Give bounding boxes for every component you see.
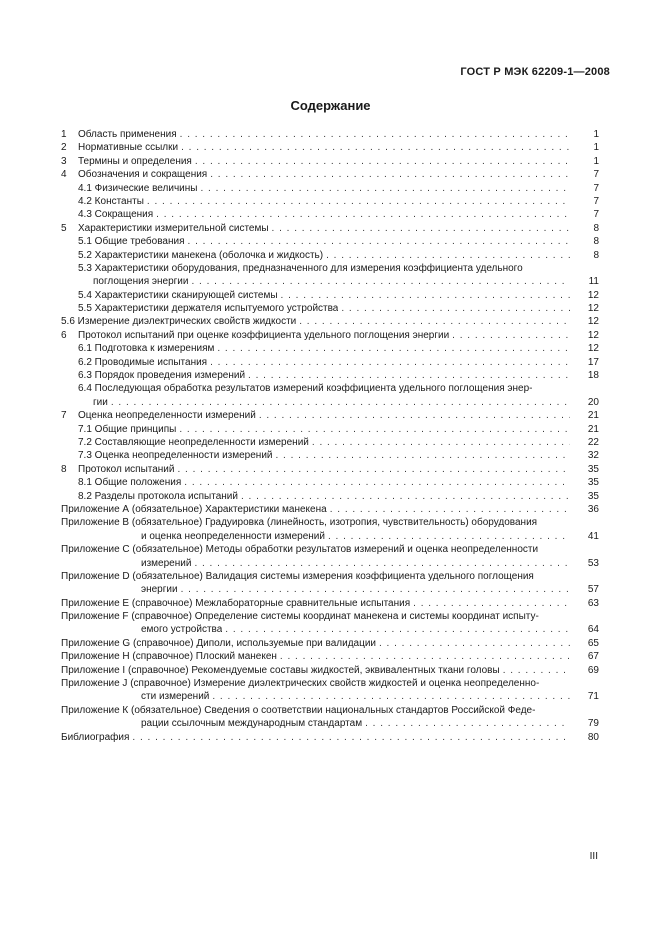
toc-entry-page: 18 <box>587 370 599 382</box>
toc-entry[interactable] <box>61 222 599 235</box>
toc-entry[interactable] <box>61 677 599 704</box>
dot-leader <box>132 731 570 744</box>
toc-entry[interactable] <box>61 637 599 650</box>
toc-entry-page: 7 <box>593 195 599 207</box>
toc-entry-title: Приложение Е (справочное) Межлабораторные сравнительные испытания <box>61 597 411 609</box>
toc-entry-title: 4.3 Сокращения <box>78 209 154 221</box>
toc-entry[interactable] <box>61 516 599 543</box>
dot-leader <box>212 690 570 703</box>
toc-entry-page: 67 <box>587 651 599 663</box>
dot-leader <box>503 664 570 677</box>
toc-entry[interactable] <box>61 503 599 516</box>
dot-leader <box>379 637 570 650</box>
toc-entry-title: 8.2 Разделы протокола испытаний <box>78 490 238 502</box>
dot-leader <box>177 463 570 476</box>
toc-entry-continuation: измерений <box>141 557 192 569</box>
toc-entry-title: 5.3 Характеристики оборудования, предназначенного для измерения коэффициента удельного <box>78 262 523 274</box>
dot-leader <box>281 289 570 302</box>
toc-entry-page: 64 <box>587 624 599 636</box>
toc-entry-title: Характеристики измерительной системы <box>78 222 269 234</box>
dot-leader <box>179 423 570 436</box>
dot-leader <box>328 530 570 543</box>
toc-entry-page: 7 <box>593 182 599 194</box>
toc-entry-title: Приложение А (обязательное) Характеристики манекена <box>61 503 327 515</box>
toc-entry-title: Приложение D (обязательное) Валидация системы измерения коэффициента удельного поглощения <box>61 570 534 582</box>
page-title: Содержание <box>290 98 371 113</box>
toc-entry-title: Протокол испытаний <box>78 463 175 475</box>
toc-entry-number: 7 <box>61 410 67 422</box>
dot-leader <box>111 396 570 409</box>
toc-entry-title: Приложение Н (справочное) Плоский манекен <box>61 651 277 663</box>
toc-entry-page: 80 <box>587 731 599 743</box>
toc-entry-page: 79 <box>587 718 599 730</box>
toc-entry[interactable] <box>61 208 599 221</box>
toc-entry-title: 5.2 Характеристики манекена (оболочка и жидкость) <box>78 249 324 261</box>
toc-entry-title: Приложение J (справочное) Измерение диэлектрических свойств жидкостей и оценка неопределенно- <box>61 678 540 690</box>
toc-entry-page: 35 <box>587 477 599 489</box>
toc-entry-page: 20 <box>587 396 599 408</box>
dot-leader <box>188 235 570 248</box>
toc-entry[interactable] <box>61 342 599 355</box>
toc-entry[interactable] <box>61 235 599 248</box>
toc-entry-continuation: поглощения энергии <box>93 276 189 288</box>
toc-entry[interactable] <box>61 128 599 141</box>
toc-entry[interactable] <box>61 382 599 409</box>
toc-entry[interactable] <box>61 356 599 369</box>
toc-entry[interactable] <box>61 369 599 382</box>
dot-leader <box>272 222 570 235</box>
toc-entry-title: 7.1 Общие принципы <box>78 423 177 435</box>
toc-entry[interactable] <box>61 409 599 422</box>
toc-entry-page: 69 <box>587 664 599 676</box>
toc-entry-page: 12 <box>587 343 599 355</box>
toc-entry[interactable] <box>61 436 599 449</box>
toc-entry-continuation: сти измерений <box>141 691 210 703</box>
toc-entry-page: 12 <box>587 329 599 341</box>
toc-entry-continuation: энергии <box>141 584 178 596</box>
toc-entry-page: 41 <box>587 530 599 542</box>
toc-entry-page: 57 <box>587 584 599 596</box>
dot-leader <box>413 597 570 610</box>
dot-leader <box>248 369 570 382</box>
dot-leader <box>181 141 570 154</box>
toc-entry[interactable] <box>61 168 599 181</box>
toc-entry-title: 8.1 Общие положения <box>78 477 182 489</box>
toc-entry-title: Область применения <box>78 129 177 140</box>
toc-entry-page: 12 <box>587 289 599 301</box>
dot-leader <box>194 557 570 570</box>
toc-entry[interactable] <box>61 597 599 610</box>
toc-entry-page: 36 <box>587 503 599 515</box>
toc-entry-page: 63 <box>587 597 599 609</box>
toc-entry-title: Библиография <box>61 731 130 743</box>
toc-entry-title: Приложение С (обязательное) Методы обработки результатов измерений и оценка неопределенности <box>61 544 539 556</box>
toc-entry-title: Термины и определения <box>78 155 192 167</box>
toc-entry[interactable] <box>61 650 599 663</box>
dot-leader <box>147 195 570 208</box>
toc-entry-title: Приложение В (обязательное) Градуировка (линейность, изотропия, чувствительность) оборудования <box>61 517 538 529</box>
toc-entry[interactable] <box>61 543 599 570</box>
page-number: III <box>589 851 598 862</box>
toc-entry-page: 35 <box>587 490 599 502</box>
toc-entry-title: Обозначения и сокращения <box>78 169 208 181</box>
dot-leader <box>156 208 570 221</box>
toc-entry[interactable] <box>61 289 599 302</box>
toc-entry-page: 71 <box>587 691 599 703</box>
toc-entry-page: 53 <box>587 557 599 569</box>
toc-entry-page: 8 <box>593 249 599 261</box>
toc-entry[interactable] <box>61 249 599 262</box>
dot-leader <box>299 315 570 328</box>
toc-entry-continuation: гии <box>93 396 108 408</box>
toc-entry-page: 65 <box>587 637 599 649</box>
toc-entry-title: 6.2 Проводимые испытания <box>78 356 208 368</box>
toc-entry-page: 32 <box>587 450 599 462</box>
toc-entry-title: Приложение F (справочное) Определение системы координат манекена и системы координат испыту- <box>61 611 539 623</box>
toc-entry[interactable] <box>61 610 599 637</box>
toc-entry-number: 5 <box>61 222 67 234</box>
dot-leader <box>195 155 570 168</box>
dot-leader <box>210 356 570 369</box>
toc-entry-page: 12 <box>587 303 599 315</box>
toc-entry-page: 21 <box>587 410 599 422</box>
dot-leader <box>217 342 570 355</box>
toc-entry-page: 12 <box>587 316 599 328</box>
document-code: ГОСТ Р МЭК 62209-1—2008 <box>460 66 610 78</box>
toc-entry-number: 8 <box>61 463 67 475</box>
table-of-contents <box>61 128 599 744</box>
toc-entry-page: 35 <box>587 463 599 475</box>
dot-leader <box>365 717 570 730</box>
toc-entry-title: 4.1 Физические величины <box>78 182 198 194</box>
toc-entry[interactable] <box>61 731 599 744</box>
dot-leader <box>241 490 570 503</box>
dot-leader <box>181 583 570 596</box>
toc-entry-page: 17 <box>587 356 599 368</box>
toc-entry-title: 5.4 Характеристики сканирующей системы <box>78 289 278 301</box>
toc-entry[interactable] <box>61 704 599 731</box>
toc-entry-page: 11 <box>588 276 599 288</box>
toc-entry[interactable] <box>61 570 599 597</box>
toc-entry-page: 1 <box>593 129 599 140</box>
dot-leader <box>341 302 570 315</box>
toc-entry[interactable] <box>61 155 599 168</box>
toc-entry-title: Протокол испытаний при оценке коэффициента удельного поглощения энергии <box>78 329 450 341</box>
toc-entry[interactable] <box>61 182 599 195</box>
toc-entry-title: Приложение G (справочное) Диполи, используемые при валидации <box>61 637 376 649</box>
dot-leader <box>452 329 570 342</box>
toc-entry[interactable] <box>61 302 599 315</box>
toc-entry[interactable] <box>61 664 599 677</box>
toc-entry[interactable] <box>61 329 599 342</box>
toc-entry-continuation: и оценка неопределенности измерений <box>141 530 325 542</box>
toc-entry[interactable] <box>61 141 599 154</box>
toc-entry-number: 6 <box>61 329 67 341</box>
dot-leader <box>280 650 570 663</box>
toc-entry-number: 1 <box>61 129 67 140</box>
dot-leader <box>259 409 570 422</box>
toc-entry-page: 7 <box>593 209 599 221</box>
toc-entry-title: 7.3 Оценка неопределенности измерений <box>78 450 273 462</box>
toc-entry-title: Приложение I (справочное) Рекомендуемые составы жидкостей, эквивалентных ткани головы <box>61 664 500 676</box>
dot-leader <box>210 168 570 181</box>
toc-entry-title: Приложение К (обязательное) Сведения о соответствии национальных стандартов Российской Феде- <box>61 704 536 716</box>
toc-entry-page: 1 <box>593 142 599 154</box>
toc-entry-page: 7 <box>593 169 599 181</box>
toc-entry[interactable] <box>61 476 599 489</box>
dot-leader <box>330 503 570 516</box>
dot-leader <box>225 623 570 636</box>
toc-entry-page: 1 <box>593 155 599 167</box>
toc-entry-title: 5.6 Измерение диэлектрических свойств жидкости <box>61 316 297 328</box>
toc-entry[interactable] <box>61 449 599 462</box>
dot-leader <box>200 182 570 195</box>
toc-entry-number: 3 <box>61 155 67 167</box>
toc-entry-title: 6.1 Подготовка к измерениям <box>78 343 215 355</box>
toc-entry-title: 7.2 Составляющие неопределенности измерений <box>78 436 309 448</box>
toc-entry[interactable] <box>61 195 599 208</box>
toc-entry[interactable] <box>61 423 599 436</box>
toc-entry[interactable] <box>61 262 599 289</box>
dot-leader <box>191 275 570 288</box>
toc-entry-title: 5.1 Общие требования <box>78 236 185 248</box>
toc-entry[interactable] <box>61 490 599 503</box>
toc-entry[interactable] <box>61 463 599 476</box>
toc-entry-page: 8 <box>593 222 599 234</box>
toc-entry-title: Нормативные ссылки <box>78 142 179 154</box>
toc-entry-number: 2 <box>61 142 67 154</box>
toc-entry-page: 8 <box>593 236 599 248</box>
toc-entry-page: 21 <box>587 423 599 435</box>
toc-entry-page: 22 <box>587 436 599 448</box>
toc-entry-continuation: рации ссылочным международным стандартам <box>141 718 363 730</box>
dot-leader <box>326 249 570 262</box>
toc-entry-title: 4.2 Константы <box>78 195 144 207</box>
dot-leader <box>312 436 570 449</box>
toc-entry-title: 6.3 Порядок проведения измерений <box>78 370 246 382</box>
toc-entry-continuation: емого устройства <box>141 624 223 636</box>
toc-entry-number: 4 <box>61 169 67 181</box>
toc-entry-title: 5.5 Характеристики держателя испытуемого устройства <box>78 303 339 315</box>
toc-entry-title: Оценка неопределенности измерений <box>78 410 256 422</box>
dot-leader <box>184 476 570 489</box>
toc-entry-title: 6.4 Последующая обработка результатов измерений коэффициента удельного поглощения энер- <box>78 383 533 395</box>
toc-entry[interactable] <box>61 315 599 328</box>
dot-leader <box>276 449 571 462</box>
dot-leader <box>180 128 570 141</box>
